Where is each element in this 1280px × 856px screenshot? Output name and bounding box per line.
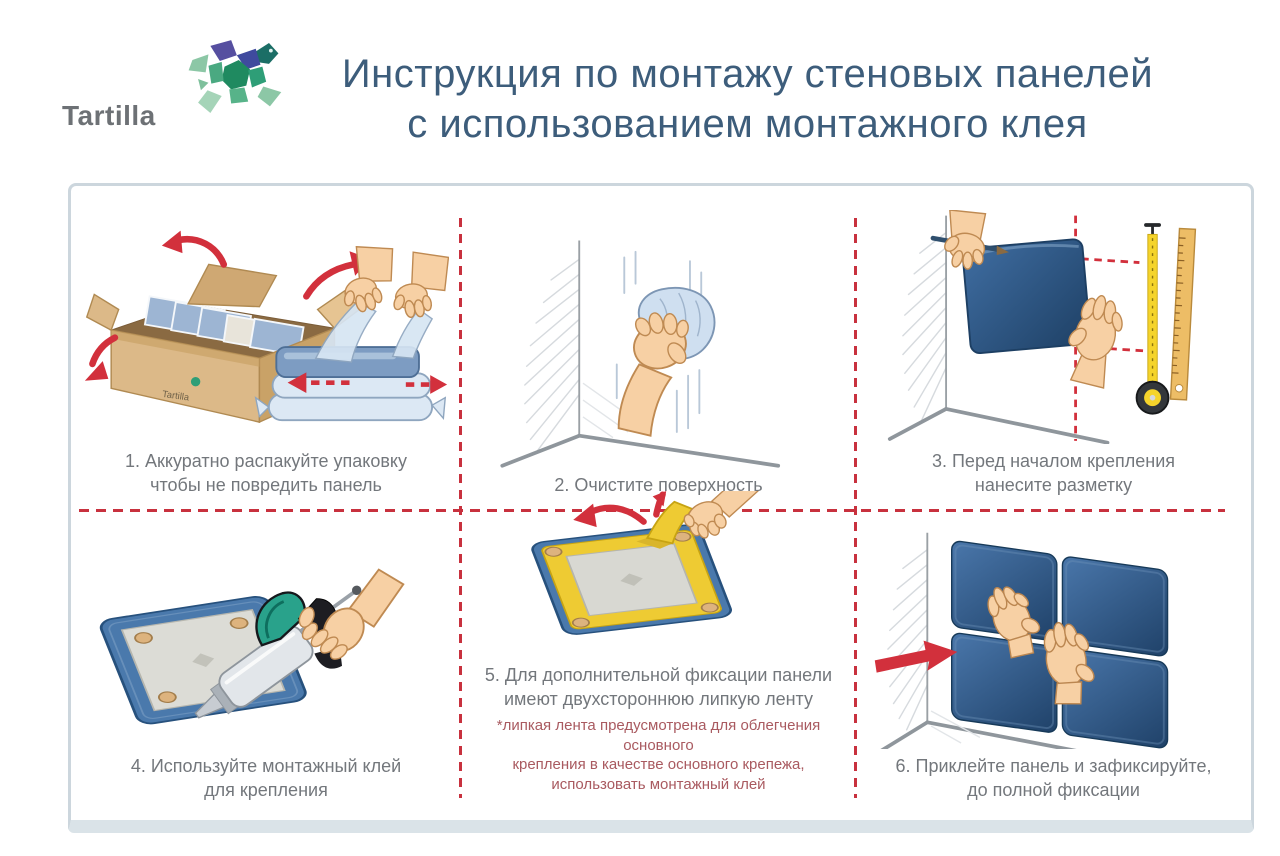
wiping-wall-illustration bbox=[476, 233, 842, 468]
peeling-tape-illustration bbox=[483, 491, 835, 658]
measuring-tape bbox=[1136, 225, 1168, 414]
ruler bbox=[1170, 228, 1195, 399]
step-4 bbox=[71, 512, 461, 817]
press-arrow bbox=[874, 640, 957, 672]
step-1-caption: 1. Аккуратно распакуйте упаковку чтобы не повредить панель bbox=[124, 451, 408, 496]
box-logo-label: Tartilla bbox=[161, 388, 190, 403]
step-4-caption: 4. Используйте монтажный клей для крепления bbox=[130, 756, 402, 801]
instruction-board bbox=[68, 183, 1254, 833]
step-5-footnote: *липкая лента предусмотрена для облегчения основного крепления в качестве основного крепежа, использовать монтажный клей bbox=[496, 717, 821, 793]
brand-name: Tartilla bbox=[62, 100, 156, 131]
marking-hand bbox=[941, 210, 986, 269]
applying-glue-illustration bbox=[83, 529, 449, 750]
page-title bbox=[255, 50, 1240, 149]
unpacking-box-illustration bbox=[83, 210, 449, 445]
step-2 bbox=[461, 186, 856, 512]
step-3 bbox=[856, 186, 1251, 512]
panel-back-taped bbox=[529, 524, 732, 636]
pressing-panels-illustration bbox=[871, 529, 1237, 750]
peel-arrows bbox=[589, 495, 662, 522]
step-5-caption: 5. Для дополнительной фиксации панели имеют двухстороннюю липкую ленту bbox=[484, 665, 833, 710]
step-3-caption: 3. Перед началом крепления нанесите разметку bbox=[931, 451, 1176, 496]
step-1 bbox=[71, 186, 461, 512]
wiping-hand bbox=[618, 312, 691, 436]
title-line-1: Инструкция по монтажу стеновых панелей bbox=[341, 52, 1154, 96]
step-6-caption: 6. Приклейте панель и зафиксируйте, до полной фиксации bbox=[895, 756, 1212, 801]
box-logo-turtle-icon bbox=[191, 377, 200, 386]
step-6 bbox=[856, 512, 1251, 817]
title-line-2: с использованием монтажного клея bbox=[407, 101, 1088, 146]
marking-wall-illustration bbox=[871, 210, 1237, 445]
step-2-caption: 2. Очистите поверхность bbox=[554, 475, 763, 496]
step-5 bbox=[461, 512, 856, 817]
